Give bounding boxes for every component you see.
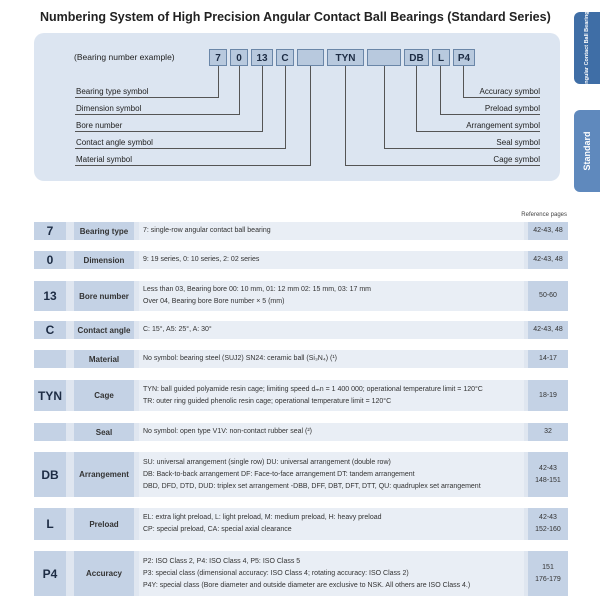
- symbol-box-dimension: 0: [230, 49, 248, 66]
- symbol-box-cage: TYN: [327, 49, 364, 66]
- row-reference: [528, 251, 568, 269]
- row-description: [139, 423, 524, 441]
- row-description: [139, 380, 524, 411]
- row-name: Preload: [74, 508, 134, 540]
- label-material: Material symbol: [76, 155, 133, 164]
- label-bore: Bore number: [76, 121, 123, 130]
- ref-line: 42-43: [539, 464, 557, 472]
- row-reference: [528, 281, 568, 311]
- symbol-box-bearing-type: 7: [209, 49, 227, 66]
- row-reference: [528, 321, 568, 339]
- table-row: [34, 508, 568, 540]
- row-name: Bearing type: [74, 222, 134, 240]
- row-symbol: TYN: [34, 380, 66, 411]
- row-symbol: DB: [34, 452, 66, 497]
- row-symbol: 13: [34, 281, 66, 311]
- row-name: Seal: [74, 423, 134, 441]
- desc-line: Less than 03, Bearing bore 00: 10 mm, 01: 12 mm 02: 15 mm, 03: 17 mm: [143, 286, 372, 293]
- ref-line: 50-60: [539, 292, 557, 299]
- row-symbol: L: [34, 508, 66, 540]
- ref-line: 148-151: [535, 476, 561, 484]
- row-reference: [528, 423, 568, 441]
- symbol-box-material: [297, 49, 324, 66]
- ref-line: 32: [544, 428, 552, 435]
- table-row: [34, 380, 568, 411]
- desc-line: TYN: ball guided polyamide resin cage; limiting speed dₘn = 1 400 000; operational temperature limit = 120°C: [143, 385, 483, 393]
- connector: [384, 66, 385, 149]
- table-row: [34, 321, 568, 339]
- row-description: [139, 251, 524, 269]
- label-accuracy: Accuracy symbol: [479, 87, 540, 96]
- label-contact-angle: Contact angle symbol: [76, 138, 153, 147]
- connector: [345, 165, 540, 166]
- row-description: [139, 452, 524, 497]
- connector: [75, 97, 219, 98]
- desc-line: TR: outer ring guided phenolic resin cage; operational temperature limit = 120°C: [143, 397, 392, 405]
- side-tab-standard-label: Standard: [582, 131, 592, 171]
- side-tab-angular[interactable]: [574, 8, 600, 88]
- connector: [75, 131, 263, 132]
- ref-line: 42-43, 48: [533, 256, 563, 263]
- connector: [218, 66, 219, 98]
- label-bearing-type: Bearing type symbol: [76, 87, 149, 96]
- label-cage: Cage symbol: [493, 155, 540, 164]
- desc-line: EL: extra light preload, L: light preload, M: medium preload, H: heavy preload: [143, 514, 382, 521]
- ref-line: 151: [542, 563, 554, 571]
- row-description: [139, 321, 524, 339]
- symbol-box-accuracy: P4: [453, 49, 475, 66]
- symbol-box-arrangement: DB: [404, 49, 429, 66]
- row-reference: [528, 452, 568, 497]
- table-row: [34, 423, 568, 441]
- symbol-box-seal: [367, 49, 401, 66]
- connector: [416, 131, 540, 132]
- table-row: [34, 222, 568, 240]
- row-symbol: P4: [34, 551, 66, 596]
- symbol-box-contact-angle: C: [276, 49, 294, 66]
- desc-line: 7: single-row angular contact ball bearing: [143, 227, 271, 234]
- connector: [75, 114, 240, 115]
- table-row: [34, 350, 568, 368]
- desc-line: 9: 19 series, 0: 10 series, 2: 02 series: [143, 256, 260, 263]
- ref-line: 176-179: [535, 575, 561, 583]
- row-description: [139, 508, 524, 540]
- table-row: [34, 281, 568, 311]
- ref-line: 152-160: [535, 526, 561, 533]
- row-name: Material: [74, 350, 134, 368]
- row-symbol: C: [34, 321, 66, 339]
- row-reference: [528, 508, 568, 540]
- ref-line: 14-17: [539, 355, 557, 362]
- row-name: Cage: [74, 380, 134, 411]
- ref-line: 42-43: [539, 514, 557, 521]
- label-preload: Preload symbol: [484, 104, 540, 113]
- row-reference: [528, 551, 568, 596]
- desc-line: CP: special preload, CA: special axial clearance: [143, 526, 292, 533]
- row-symbol: [34, 350, 66, 368]
- ref-line: 42-43, 48: [533, 227, 563, 234]
- row-name: Arrangement: [74, 452, 134, 497]
- label-dimension: Dimension symbol: [76, 104, 142, 113]
- label-seal: Seal symbol: [496, 138, 540, 147]
- row-reference: [528, 380, 568, 411]
- connector: [416, 66, 417, 132]
- connector: [75, 165, 311, 166]
- connector: [384, 148, 540, 149]
- reference-pages-header: Reference pages: [521, 212, 567, 218]
- row-reference: [528, 350, 568, 368]
- row-description: [139, 350, 524, 368]
- connector: [262, 66, 263, 132]
- desc-line: SU: universal arrangement (single row) DU: universal arrangement (double row): [143, 458, 391, 466]
- connector: [440, 114, 540, 115]
- connector: [285, 66, 286, 149]
- connector: [75, 148, 286, 149]
- symbol-box-bore: 13: [251, 49, 273, 66]
- row-description: [139, 281, 524, 311]
- row-symbol: 0: [34, 251, 66, 269]
- row-name: Accuracy: [74, 551, 134, 596]
- connector: [310, 66, 311, 166]
- side-tab-angular-label: Angular Contact Ball Bearings: [584, 8, 590, 88]
- table-row: [34, 251, 568, 269]
- desc-line: DB: Back-to-back arrangement DF: Face-to-face arrangement DT: tandem arrangement: [143, 470, 415, 478]
- example-label: (Bearing number example): [74, 52, 175, 62]
- connector: [463, 97, 540, 98]
- connector: [239, 66, 240, 115]
- row-symbol: 7: [34, 222, 66, 240]
- page-title: Numbering System of High Precision Angular Contact Ball Bearings (Standard Series): [40, 10, 551, 24]
- desc-line: No symbol: bearing steel (SUJ2) SN24: ceramic ball (Si₃N₄) (¹): [143, 355, 337, 362]
- desc-line: P2: ISO Class 2, P4: ISO Class 4, P5: ISO Class 5: [143, 557, 301, 565]
- connector: [463, 66, 464, 98]
- side-tab-standard[interactable]: [574, 110, 600, 192]
- label-arrangement: Arrangement symbol: [466, 121, 540, 130]
- table-row: [34, 551, 568, 596]
- desc-line: P3: special class (dimensional accuracy: ISO Class 4; rotating accuracy: ISO Class 2): [143, 569, 409, 577]
- row-name: Bore number: [74, 281, 134, 311]
- row-description: [139, 551, 524, 596]
- desc-line: DBD, DFD, DTD, DUD: triplex set arrangement -DBB, DFF, DBT, DFT, DTT, QU: quadruplex set arrangement: [143, 482, 481, 490]
- row-name: Dimension: [74, 251, 134, 269]
- desc-line: No symbol: open type V1V: non-contact rubber seal (²): [143, 428, 312, 435]
- table-row: [34, 452, 568, 497]
- symbol-box-preload: L: [432, 49, 450, 66]
- desc-line: Over 04, Bearing bore Bore number × 5 (mm): [143, 298, 285, 305]
- ref-line: 18-19: [539, 391, 557, 399]
- row-name: Contact angle: [74, 321, 134, 339]
- desc-line: C: 15°, A5: 25°, A: 30°: [143, 326, 212, 333]
- connector: [440, 66, 441, 115]
- ref-line: 42-43, 48: [533, 326, 563, 333]
- desc-line: P4Y: special class (Bore diameter and outside diameter are exclusive to NSK. All others are ISO Class 4.): [143, 581, 471, 589]
- row-description: [139, 222, 524, 240]
- row-symbol: [34, 423, 66, 441]
- connector: [345, 66, 346, 166]
- row-reference: [528, 222, 568, 240]
